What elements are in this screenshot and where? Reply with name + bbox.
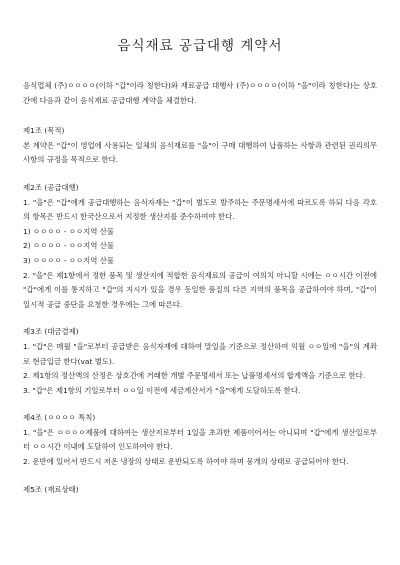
article-line: 2. "을"은 제1항에서 정한 품목 및 생산지에 적합한 음식재료의 공급이 여의치 아니할 시에는 ㅇㅇ시간 이전에 "갑"에게 이를 통지하고 "갑"의 지시가 있을 경우 동일한 품질의 다른 지역의 품목을 공급하여야 하며, "갑"이 일시적 공급 중단을 요청한 경우에는 그에 따른다. bbox=[23, 270, 377, 309]
article-line: 1. "을"은 ㅇㅇㅇㅇ제품에 대하여는 생산지로부터 1일을 초과한 제품이어서는 아니되며 "갑"에게 생산일로부터 ㅇㅇ시간 이내에 도달하여 인도하여야 한다. bbox=[23, 427, 377, 452]
article-line: 1) ㅇㅇㅇㅇ - ㅇㅇ지역 산물 bbox=[23, 226, 115, 236]
article-heading: 제2조 (공급대행) bbox=[23, 182, 79, 192]
article-line: 1. "을"은 "갑"에게 공급대행하는 음식자재는 "갑"이 별도로 발주하는 주문명세서에 따르도록 하되 다음 각호의 항목은 반드시 한국산으로서 지정한 생산지를 준수하여야 한다. bbox=[23, 197, 377, 222]
intro-paragraph: 음식업체 (주)ㅇㅇㅇㅇ(이하 "갑"이라 칭한다)와 재료공급 대행사 (주)ㅇㅇㅇㅇ(이하 "을"이라 칭한다)는 상호간에 다음과 같이 음식재료 공급대행 계약을 체결한다. bbox=[23, 81, 377, 105]
article-line: 3. "갑"은 제1항의 기일로부터 ㅇㅇ일 이전에 세금계산서가 "을"에게 도달하도록 한다. bbox=[23, 385, 301, 395]
article-line: 1. "갑"은 매월 "을"로부터 공급받은 음식자재에 대하여 말일을 기준으로 정산하여 익월 ㅇㅇ일에 "을"의 계좌로 현금입금 한다(vat 별도). bbox=[23, 341, 377, 366]
article-line: 본 계약은 "갑"이 영업에 사용되는 일체의 음식재료를 "을"이 구매 대행하여 납품하는 사항과 관련된 권리의무 사항의 규정을 목적으로 한다. bbox=[23, 140, 377, 165]
article-heading: 제1조 (목적) bbox=[23, 126, 65, 136]
article-heading: 제5조 (재료상태) bbox=[23, 484, 79, 494]
article-heading: 제4조 (ㅇㅇㅇㅇ 특칙) bbox=[23, 413, 96, 423]
article-2 bbox=[23, 181, 377, 312]
article-1 bbox=[23, 124, 377, 168]
article-5 bbox=[23, 483, 377, 498]
article-heading: 제3조 (대금결제) bbox=[23, 327, 79, 337]
article-4 bbox=[23, 411, 377, 469]
article-line: 2) ㅇㅇㅇㅇ - ㅇㅇ지역 산물 bbox=[23, 241, 115, 251]
article-line: 3) ㅇㅇㅇㅇ - ㅇㅇ지역 산물 bbox=[23, 255, 115, 265]
article-line: 2. 제1항의 정산액의 산정은 상호간에 거래한 개별 주문명세서 또는 납품명세서의 합계액을 기준으로 한다. bbox=[23, 371, 366, 381]
document-title: 음식재료 공급대행 계약서 bbox=[117, 38, 283, 54]
article-line: 2. 운반에 있어서 반드시 저온 냉장의 상태로 운반되도록 하여야 하며 뭉개의 상태로 공급되어야 한다. bbox=[23, 457, 349, 467]
article-3 bbox=[23, 325, 377, 398]
